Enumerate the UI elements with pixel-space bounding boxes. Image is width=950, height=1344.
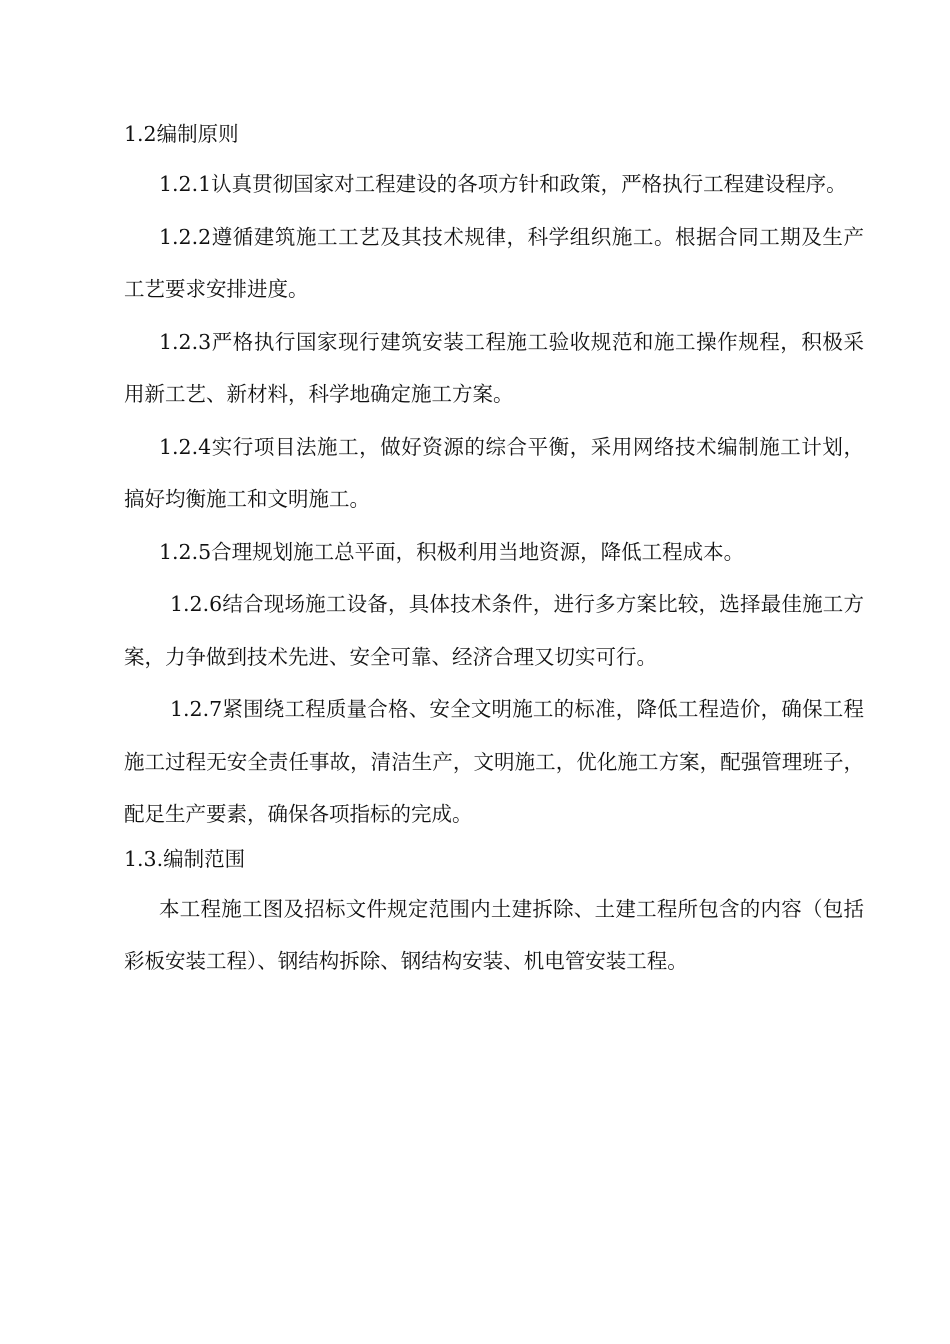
principle-1-2-3: 1.2.3严格执行国家现行建筑安装工程施工验收规范和施工操作规程，积极采用新工艺、新材料，科学地确定施工方案。 — [124, 329, 864, 406]
principle-1-2-5: 1.2.5合理规划施工总平面，积极利用当地资源，降低工程成本。 — [159, 539, 745, 564]
document-body — [124, 116, 864, 988]
principle-1-2-6: 1.2.6结合现场施工设备，具体技术条件，进行多方案比较，选择最佳施工方案，力争做到技术先进、安全可靠、经济合理又切实可行。 — [124, 592, 864, 669]
principle-1-2-7: 1.2.7紧围绕工程质量合格、安全文明施工的标准，降低工程造价，确保工程施工过程无安全责任事故，清洁生产，文明施工，优化施工方案，配强管理班子，配足生产要素，确保各项指标的完成。 — [124, 697, 864, 826]
section-heading-1-3: 1.3.编制范围 — [124, 846, 246, 871]
section-heading-1-2: 1.2编制原则 — [124, 122, 239, 146]
principle-1-2-2: 1.2.2遵循建筑施工工艺及其技术规律，科学组织施工。根据合同工期及生产工艺要求安排进度。 — [124, 224, 864, 301]
principle-1-2-4: 1.2.4实行项目法施工，做好资源的综合平衡，采用网络技术编制施工计划，搞好均衡施工和文明施工。 — [124, 434, 864, 511]
principle-1-2-1: 1.2.1认真贯彻国家对工程建设的各项方针和政策，严格执行工程建设程序。 — [159, 172, 847, 196]
scope-paragraph: 本工程施工图及招标文件规定范围内土建拆除、土建工程所包含的内容（包括彩板安装工程）、钢结构拆除、钢结构安装、机电管安装工程。 — [124, 896, 864, 973]
